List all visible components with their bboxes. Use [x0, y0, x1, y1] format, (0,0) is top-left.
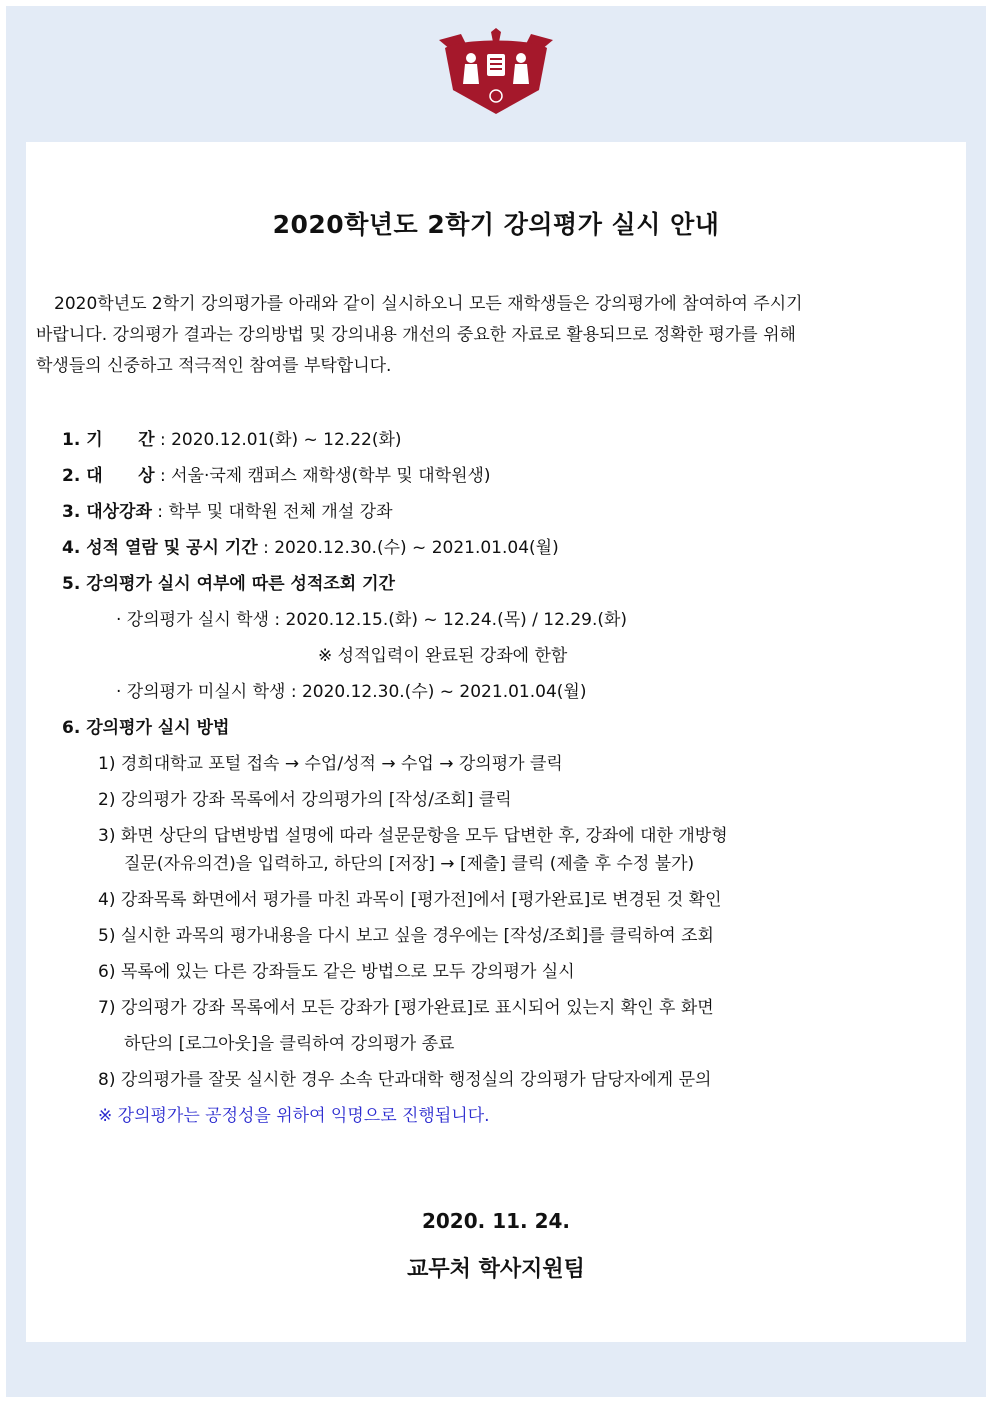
item-value: : 2020.12.30.(수) ~ 2021.01.04(월) [257, 538, 559, 558]
method-step: 1) 경희대학교 포털 접속 → 수업/성적 → 수업 → 강의평가 클릭 [98, 754, 563, 774]
item-label: 3. 대상강좌 [62, 502, 152, 522]
inquiry-note: ※ 성적입력이 완료된 강좌에 한함 [318, 646, 568, 666]
item-label: 1. 기 간 [62, 430, 155, 450]
method-step-continued: 질문(자유의견)을 입력하고, 하단의 [저장] → [제출] 클릭 (제출 후 수정 불가) [124, 854, 695, 874]
intro-line: 2020학년도 2학기 강의평가를 아래와 같이 실시하오니 모든 재학생들은 강의평가에 참여하여 주시기 [54, 294, 803, 314]
item-method [62, 713, 229, 738]
notice-document [26, 142, 966, 1342]
intro-line: 학생들의 신중하고 적극적인 참여를 부탁합니다. [36, 356, 392, 376]
method-step: 7) 강의평가 강좌 목록에서 모든 강좌가 [평가완료]로 표시되어 있는지 확인 후 화면 [98, 998, 714, 1018]
method-step: 8) 강의평가를 잘못 실시한 경우 소속 단과대학 행정실의 강의평가 담당자에게 문의 [98, 1070, 712, 1090]
item-grade-period [62, 533, 559, 558]
item-label: 2. 대 상 [62, 466, 155, 486]
method-step-continued: 하단의 [로그아웃]을 클릭하여 강의평가 종료 [124, 1034, 455, 1054]
intro-paragraph [36, 289, 936, 382]
item-period [62, 425, 402, 450]
document-title: 2020학년도 2학기 강의평가 실시 안내 [272, 210, 720, 239]
item-label: 5. 강의평가 실시 여부에 따른 성적조회 기간 [62, 574, 395, 594]
item-value: : 서울·국제 캠퍼스 재학생(학부 및 대학원생) [154, 466, 491, 486]
issue-date: 2020. 11. 24. [421, 1209, 571, 1233]
item-courses [62, 497, 393, 522]
inquiry-not-done: · 강의평가 미실시 학생 : 2020.12.30.(수) ~ 2021.01.04(월) [116, 682, 587, 702]
item-value: : 학부 및 대학원 전체 개설 강좌 [151, 502, 393, 522]
item-label: 6. 강의평가 실시 방법 [62, 718, 230, 738]
method-step: 4) 강좌목록 화면에서 평가를 마친 과목이 [평가전]에서 [평가완료]로 변경된 것 확인 [98, 890, 722, 910]
university-seal-icon [431, 28, 561, 116]
item-inquiry [62, 569, 395, 594]
item-label: 4. 성적 열람 및 공시 기간 [62, 538, 258, 558]
intro-line: 바랍니다. 강의평가 결과는 강의방법 및 강의내용 개선의 중요한 자료로 활용되므로 정확한 평가를 위해 [36, 325, 796, 345]
method-step: 5) 실시한 과목의 평가내용을 다시 보고 싶을 경우에는 [작성/조회]를 클릭하여 조회 [98, 926, 714, 946]
inquiry-done: · 강의평가 실시 학생 : 2020.12.15.(화) ~ 12.24.(목) / 12.29.(화) [116, 610, 628, 630]
item-value: : 2020.12.01(화) ~ 12.22(화) [154, 430, 402, 450]
method-step: 6) 목록에 있는 다른 강좌들도 같은 방법으로 모두 강의평가 실시 [98, 962, 575, 982]
item-target [62, 461, 491, 486]
anonymity-notice: ※ 강의평가는 공정성을 위하여 익명으로 진행됩니다. [98, 1106, 490, 1126]
issuer-name: 교무처 학사지원팀 [407, 1257, 585, 1282]
method-step: 3) 화면 상단의 답변방법 설명에 따라 설문문항을 모두 답변한 후, 강좌에 대한 개방형 [98, 826, 728, 846]
method-step: 2) 강의평가 강좌 목록에서 강의평가의 [작성/조회] 클릭 [98, 790, 512, 810]
